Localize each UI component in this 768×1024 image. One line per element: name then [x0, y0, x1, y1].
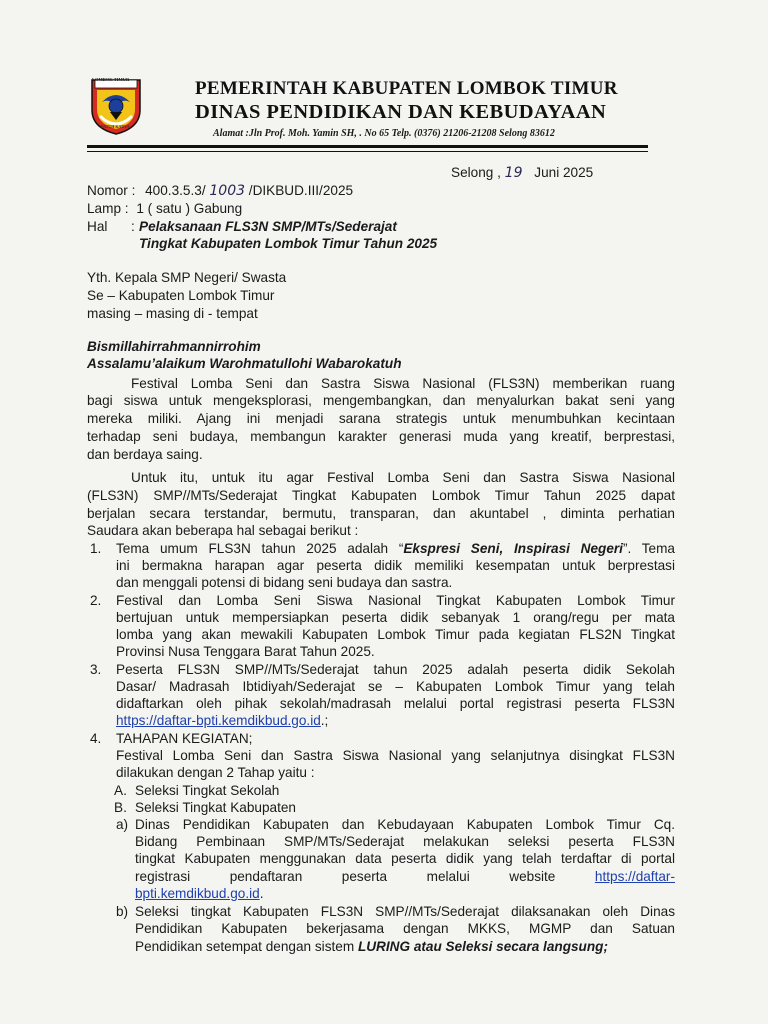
hal-label: Hal — [87, 219, 108, 234]
sub-a-letter: a) — [116, 817, 129, 832]
date-day-handwritten: 19 — [504, 165, 523, 181]
item3-number: 3. — [90, 662, 102, 677]
nomor-prefix: 400.3.5.3/ — [145, 183, 206, 198]
sub-a-line: Bidang Pembinaan SMP/MTs/Sederajat melakukan seleksi peserta FLS3N — [135, 834, 675, 849]
item3-line: didaftarkan oleh pihak sekolah/madrasah melalui portal registrasi peserta FLS3N — [116, 696, 675, 711]
item4-number: 4. — [90, 731, 102, 746]
letterhead-rule-thick — [87, 145, 648, 148]
stage-letter: B. — [114, 800, 127, 815]
registration-portal-link[interactable]: https://daftar-bpti.kemdikbud.go.id — [116, 713, 321, 728]
recipient-line3: masing – masing di - tempat — [87, 306, 258, 321]
item2-line: lomba yang akan mewakili Kabupaten Lombok Timur pada kegiatan FLS2N Tingkat — [116, 627, 675, 642]
logo-text-top: LOMBOK TIMUR — [92, 77, 130, 82]
hal-subject-line1: Pelaksanaan FLS3N SMP/MTs/Sederajat — [139, 219, 397, 234]
nomor-line — [87, 182, 353, 200]
sub-b-luring-emphasis: LURING atau Seleksi secara langsung; — [357, 939, 608, 954]
item3-link-trailer: .; — [320, 713, 329, 728]
lamp-label: Lamp : — [87, 201, 129, 216]
item2-line: bertujuan untuk mempersiapkan peserta didik sebanyak 1 orang/regu per mata — [116, 610, 675, 625]
item3-line: Dasar/ Madrasah Ibtidiyah/Sederajat se – Kabupaten Lombok Timur yang telah — [116, 679, 675, 694]
para1-line: terhadap seni budaya, membangun karakter generasi muda yang kreatif, berprestasi, — [87, 429, 675, 444]
sub-b-letter: b) — [116, 904, 129, 919]
date-month-year: Juni 2025 — [534, 165, 594, 180]
letter-date — [451, 164, 593, 182]
item3-line: Peserta FLS3N SMP//MTs/Sederajat tahun 2025 adalah peserta didik Sekolah — [116, 662, 675, 677]
nomor-label: Nomor : — [87, 183, 136, 198]
item1-first-line — [116, 540, 675, 557]
nomor-handwritten: 1003 — [209, 183, 246, 199]
item4-line: Festival Lomba Seni dan Sastra Siswa Nasional yang selanjutnya disingkat FLS3N — [116, 748, 675, 763]
stage-school: Seleksi Tingkat Sekolah — [135, 783, 280, 798]
item4-heading: TAHAPAN KEGIATAN; — [116, 731, 253, 746]
para2-line: (FLS3N) SMP//MTs/Sederajat Tingkat Kabupaten Lombok Timur Tahun 2025 dapat — [87, 488, 675, 503]
item1-number: 1. — [90, 541, 102, 556]
item2-line: Provinsi Nusa Tenggara Barat Tahun 2025. — [116, 644, 375, 659]
sub-a-link-trailer: . — [259, 886, 264, 901]
letterhead-rule-thin — [87, 151, 648, 152]
item1-text-pre: Tema umum FLS3N tahun 2025 adalah “ — [116, 541, 404, 556]
para1-line: mereka miliki. Ajang ini menjadi sarana strategis untuk menumbuhkan kecintaan — [87, 411, 675, 426]
sub-a-link-line — [135, 885, 263, 902]
item1-text-post: ”. Tema — [622, 541, 675, 556]
sub-b-last-pre: Pendidikan setempat dengan sistem — [135, 939, 358, 954]
website-link-part1[interactable]: https://daftar- — [594, 869, 675, 884]
para1-line: bagi siswa untuk mengeksplorasi, mengembangkan, dan menyalurkan bakat seni yang — [87, 393, 675, 408]
website-link-part2[interactable]: bpti.kemdikbud.go.id — [135, 886, 260, 901]
para1-line: Festival Lomba Seni dan Sastra Siswa Nasional (FLS3N) memberikan ruang — [131, 376, 675, 391]
item3-link-line — [116, 712, 328, 729]
sub-a-line: Dinas Pendidikan Kabupaten dan Kebudayaan Kabupaten Lombok Timur Cq. — [135, 817, 675, 832]
sub-a-website-line — [135, 868, 675, 885]
greeting-salam: Assalamu’alaikum Warohmatullohi Wabarokatuh — [87, 356, 402, 371]
stage-regency: Seleksi Tingkat Kabupaten — [135, 800, 296, 815]
office-name: DINAS PENDIDIKAN DAN KEBUDAYAAN — [195, 101, 607, 123]
sub-b-line: Seleksi tingkat Kabupaten FLS3N SMP//MTs/Sederajat dilaksanakan oleh Dinas — [135, 904, 675, 919]
para2-line: berjalan secara terstandar, bermutu, transparan, dan akuntabel , diminta perhatian — [87, 506, 675, 521]
para1-line: dan berdaya saing. — [87, 447, 203, 462]
sub-a-line: tingkat Kabupaten menggunakan data peserta didik yang telah terdaftar di portal — [135, 851, 675, 866]
sub-a-word: peserta — [341, 869, 388, 884]
para2-line: Untuk itu, untuk itu agar Festival Lomba Seni dan Sastra Siswa Nasional — [131, 470, 675, 485]
recipient-line2: Se – Kabupaten Lombok Timur — [87, 288, 275, 303]
item2-line: Festival dan Lomba Seni Siswa Nasional Tingkat Kabupaten Lombok Timur — [116, 593, 675, 608]
sub-a-word: registrasi — [135, 869, 191, 884]
sub-a-word: melalui — [426, 869, 470, 884]
sub-b-last-line — [135, 938, 608, 955]
item2-number: 2. — [90, 593, 102, 608]
sub-b-line: Pendidikan Kabupaten bekerjasama dengan MKKS, MGMP dan Satuan — [135, 921, 675, 936]
item1-line: dan menggali potensi di bidang seni budaya dan sastra. — [116, 575, 453, 590]
item4-line: dilakukan dengan 2 Tahap yaitu : — [116, 765, 315, 780]
office-address: Alamat :Jln Prof. Moh. Yamin SH, . No 65 Telp. (0376) 21206-21208 Selong 83612 — [213, 128, 555, 139]
logo-text-bottom: PATUH KARYA — [101, 124, 130, 129]
sub-a-word: pendaftaran — [229, 869, 303, 884]
para2-line: Saudara akan beberapa hal sebagai berikut : — [87, 523, 359, 538]
government-name: PEMERINTAH KABUPATEN LOMBOK TIMUR — [195, 78, 618, 99]
recipient-line1: Yth. Kepala SMP Negeri/ Swasta — [87, 270, 287, 285]
greeting-bismillah: Bismillahirrahmannirrohim — [87, 339, 261, 354]
sub-a-word: website — [509, 869, 556, 884]
item1-theme: Ekspresi Seni, Inspirasi Negeri — [403, 541, 623, 556]
lamp-line — [87, 200, 242, 217]
hal-separator: : — [131, 219, 135, 234]
lamp-value: 1 ( satu ) Gabung — [136, 201, 243, 216]
date-place: Selong , — [451, 165, 501, 180]
stage-letter: A. — [114, 783, 127, 798]
item1-line: ini bermakna harapan agar peserta didik memiliki kesempatan untuk berprestasi — [116, 558, 675, 573]
nomor-suffix: /DIKBUD.III/2025 — [248, 183, 354, 198]
hal-subject-line2: Tingkat Kabupaten Lombok Timur Tahun 2025 — [139, 236, 438, 251]
